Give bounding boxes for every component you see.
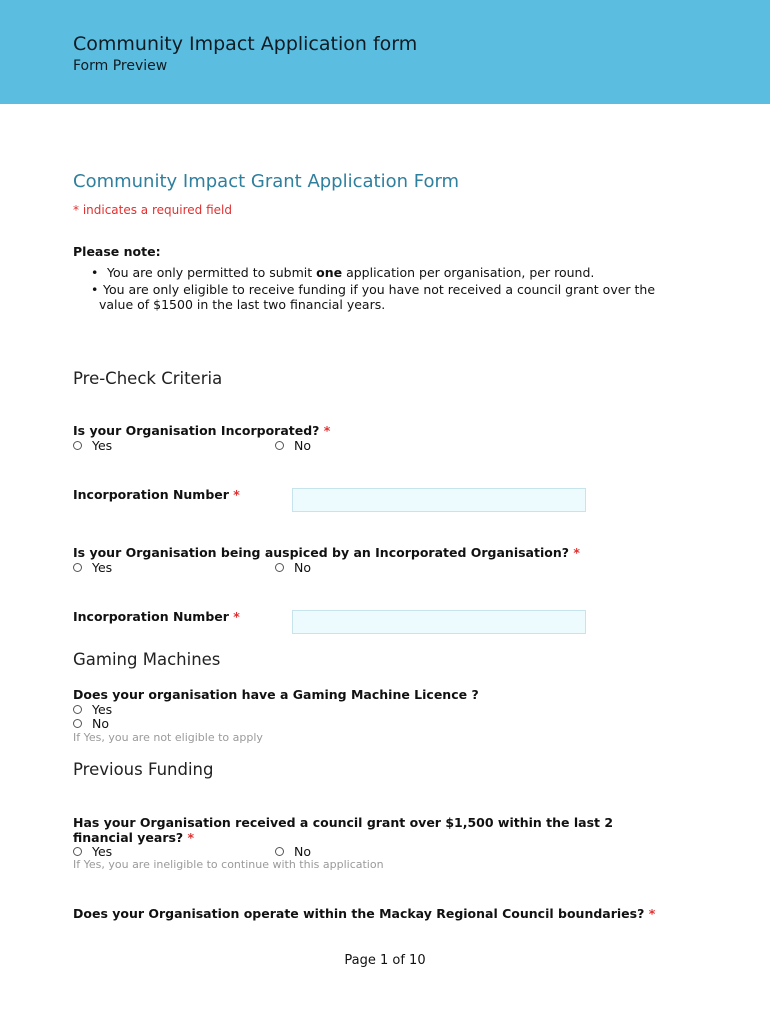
required-star: *	[233, 487, 240, 502]
radio-auspiced-yes[interactable]	[73, 560, 112, 575]
radio-incorporated-yes[interactable]	[73, 438, 112, 453]
question-mackay-boundaries	[73, 906, 693, 921]
note-label: Please note:	[73, 244, 161, 259]
question-label: financial years?	[73, 830, 184, 845]
page-header	[0, 0, 770, 104]
required-star: *	[233, 609, 240, 624]
form-title: Community Impact Grant Application Form	[73, 171, 460, 192]
radio-circle[interactable]	[275, 563, 284, 572]
question-auspiced	[73, 545, 643, 560]
required-star: *	[323, 423, 331, 438]
required-star: *	[648, 906, 656, 921]
radio-label: No	[92, 716, 109, 731]
previous-grant-hint: If Yes, you are ineligible to continue with this application	[73, 858, 384, 871]
note-item-eligibility	[89, 282, 709, 312]
app-title: Community Impact Application form	[73, 33, 418, 55]
question-label: Incorporation Number	[73, 487, 229, 502]
app-subtitle: Form Preview	[73, 58, 168, 74]
radio-circle[interactable]	[275, 441, 284, 450]
question-label: Is your Organisation being auspiced by an Incorporated Organisation?	[73, 545, 569, 560]
note-list	[89, 265, 709, 314]
question-label: Does your organisation have a Gaming Machine Licence ?	[73, 687, 479, 702]
section-gaming: Gaming Machines	[73, 650, 221, 669]
radio-circle[interactable]	[73, 441, 82, 450]
radio-label: Yes	[92, 560, 113, 575]
note-text: You are only permitted to submit	[107, 265, 317, 280]
gaming-hint: If Yes, you are not eligible to apply	[73, 731, 263, 744]
radio-label: No	[294, 438, 311, 453]
radio-auspiced-no[interactable]	[275, 560, 311, 575]
radio-label: Yes	[92, 438, 113, 453]
question-label: Does your Organisation operate within the Mackay Regional Council boundaries?	[73, 906, 645, 921]
radio-label: Yes	[92, 844, 113, 859]
question-label: Is your Organisation Incorporated?	[73, 423, 320, 438]
radio-previous-no[interactable]	[275, 844, 311, 859]
page-number: Page 1 of 10	[344, 953, 426, 968]
incorporation-number-field[interactable]	[292, 488, 586, 512]
question-incorporated	[73, 423, 643, 438]
note-emphasis: one	[316, 265, 343, 280]
note-text: application per organisation, per round.	[342, 265, 595, 280]
note-text: You are only eligible to receive funding if you have not received a council grant over the	[103, 282, 656, 297]
radio-incorporated-no[interactable]	[275, 438, 311, 453]
radio-previous-yes[interactable]	[73, 844, 112, 859]
section-previous-funding: Previous Funding	[73, 760, 214, 779]
question-previous-grant	[73, 815, 643, 845]
question-gaming-licence	[73, 687, 643, 702]
note-item-one-application	[89, 265, 709, 280]
question-label: Has your Organisation received a council grant over $1,500 within the last 2	[73, 815, 614, 830]
auspice-incorporation-number-field[interactable]	[292, 610, 586, 634]
radio-gaming-no[interactable]	[73, 716, 109, 731]
radio-label: No	[294, 560, 311, 575]
radio-label: No	[294, 844, 311, 859]
note-text: value of $1500 in the last two financial years.	[99, 297, 386, 312]
radio-circle[interactable]	[73, 705, 82, 714]
radio-gaming-yes[interactable]	[73, 702, 112, 717]
section-precheck: Pre-Check Criteria	[73, 369, 223, 388]
radio-label: Yes	[92, 702, 113, 717]
radio-circle[interactable]	[73, 719, 82, 728]
radio-circle[interactable]	[275, 847, 284, 856]
required-star: *	[187, 830, 195, 845]
required-star: *	[573, 545, 580, 560]
question-label: Incorporation Number	[73, 609, 229, 624]
radio-circle[interactable]	[73, 563, 82, 572]
radio-circle[interactable]	[73, 847, 82, 856]
required-note: * indicates a required field	[73, 203, 232, 217]
